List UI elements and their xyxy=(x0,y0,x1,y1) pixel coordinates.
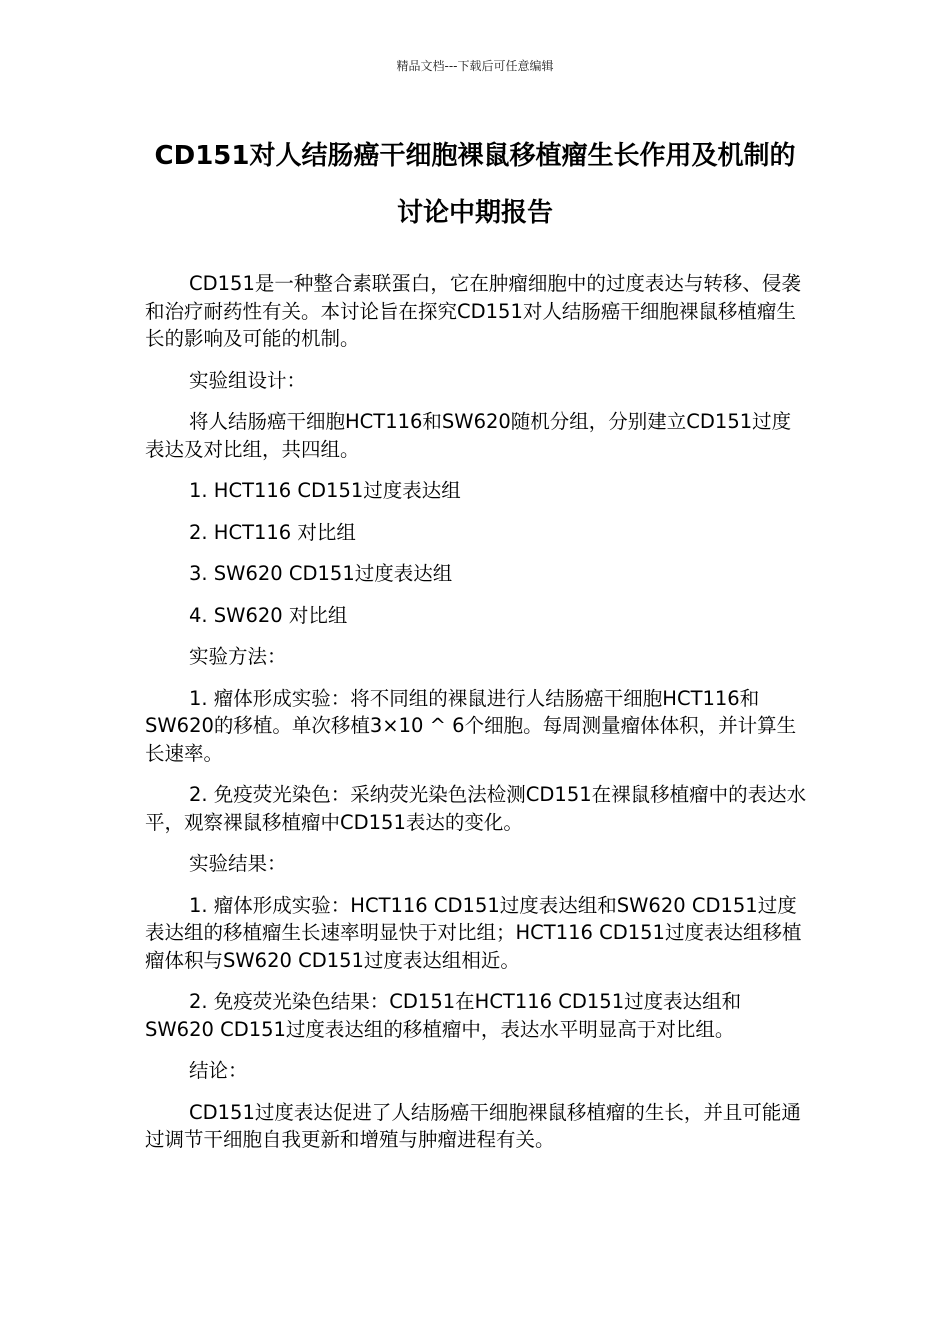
conclusion-paragraph: CD151过度表达促进了人结肠癌干细胞裸鼠移植瘤的生长，并且可能通过调节干细胞自我更新和增殖与肿瘤进程有关。 xyxy=(145,1100,801,1151)
intro-paragraph: CD151是一种整合素联蛋白，它在肿瘤细胞中的过度表达与转移、侵袭和治疗耐药性有关。本讨论旨在探究CD151对人结肠癌干细胞裸鼠移植瘤生长的影响及可能的机制。 xyxy=(145,272,801,350)
group-item-2: 2. HCT116 对比组 xyxy=(189,520,356,544)
section-heading-conclusion: 结论： xyxy=(189,1059,248,1082)
group-item-4: 4. SW620 对比组 xyxy=(189,603,348,627)
result-item-2: 2. 免疫荧光染色结果：CD151在HCT116 CD151过度表达组和SW620 CD151过度表达组的移植瘤中，表达水平明显高于对比组。 xyxy=(145,990,742,1041)
section-heading-results: 实验结果： xyxy=(189,852,287,875)
group-item-3: 3. SW620 CD151过度表达组 xyxy=(189,562,453,585)
section-heading-design: 实验组设计： xyxy=(189,368,307,392)
section-heading-methods: 实验方法： xyxy=(189,645,287,668)
method-item-1: 1. 瘤体形成实验：将不同组的裸鼠进行人结肠癌干细胞HCT116和SW620的移植。单次移植3×10 ^ 6个细胞。每周测量瘤体体积，并计算生长速率。 xyxy=(145,686,797,765)
group-item-1: 1. HCT116 CD151过度表达组 xyxy=(189,479,461,502)
result-item-1: 1. 瘤体形成实验：HCT116 CD151过度表达组和SW620 CD151过度表达组的移植瘤生长速率明显快于对比组；HCT116 CD151过度表达组移植瘤体积与SW620 CD151过度表达组相近。 xyxy=(145,893,802,972)
page-header: 精品文档---下载后可任意编辑 xyxy=(396,59,554,73)
design-paragraph: 将人结肠癌干细胞HCT116和SW620随机分组，分别建立CD151过度表达及对比组，共四组。 xyxy=(145,410,792,461)
document-body xyxy=(145,270,807,1168)
document-title: CD151对人结肠癌干细胞裸鼠移植瘤生长作用及机制的讨论中期报告 xyxy=(154,141,796,228)
method-item-2: 2. 免疫荧光染色：采纳荧光染色法检测CD151在裸鼠移植瘤中的表达水平，观察裸鼠移植瘤中CD151表达的变化。 xyxy=(145,783,807,834)
